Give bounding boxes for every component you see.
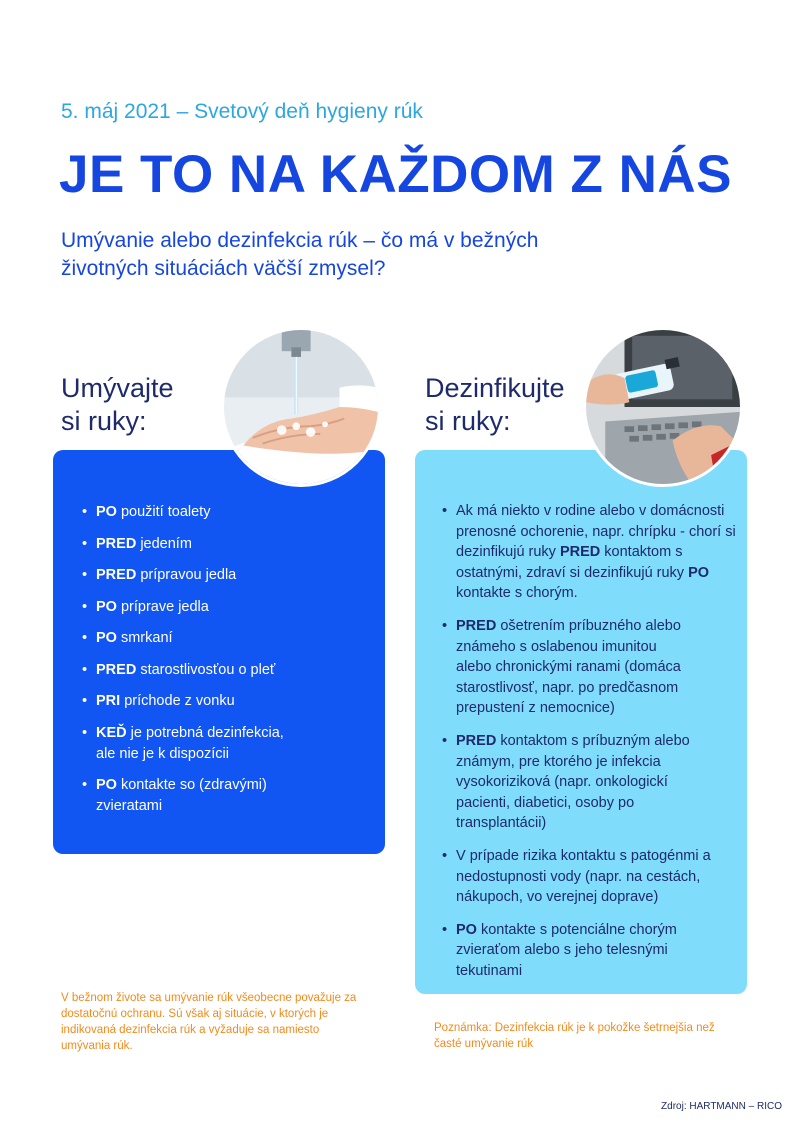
washing-heading: [61, 372, 174, 438]
list-item-text: kontaktom s ostatnými, zdraví si dezinfikujú ruky: [456, 544, 689, 581]
disinfection-heading: [425, 372, 565, 438]
list-item-text: použití toalety: [116, 504, 211, 520]
list-item: [82, 597, 372, 618]
list-item: [82, 628, 372, 649]
list-item-text: Ak má niekto v rodine alebo v domácnosti prenosné ochorenie, napr. chrípku - chorí si dezinfikujú ruky: [456, 503, 736, 561]
disinfection-heading-line1: Dezinfikujte: [425, 373, 565, 403]
list-item-keyword: PRED: [456, 617, 497, 634]
washing-note: V bežnom živote sa umývanie rúk všeobecne považuje za dostatočnú ochranu. Sú však aj situácie, v ktorých je indikovaná dezinfekcia rúk a vyžaduje sa namiesto umývania rúk.: [61, 992, 357, 1052]
list-item-text: jedením: [136, 535, 192, 552]
list-item-keyword: PO: [96, 630, 117, 646]
list-item-keyword: PO: [96, 777, 117, 793]
hand-disinfection-photo: [583, 327, 743, 487]
hand-washing-photo: [221, 327, 381, 487]
disinfection-list: [442, 501, 742, 993]
list-item-text: V prípade rizika kontaktu s patogénmi a nedostupnosti vody (napr. na cestách, nákupoch, vo verejnej doprave): [456, 847, 711, 906]
list-item-text: smrkaní: [116, 630, 173, 646]
list-item-text: prípravou jedla: [136, 567, 237, 583]
list-item: [442, 731, 706, 834]
page-subtitle: Umývanie alebo dezinfekcia rúk – čo má v bežných životných situáciách väčší zmysel?: [61, 229, 539, 280]
list-item-keyword: KEĎ: [96, 724, 127, 741]
list-item-text: kontakte s potenciálne chorým zvieraťom alebo s jeho telesnými tekutinami: [456, 921, 677, 979]
list-item: [82, 775, 296, 817]
list-item-keyword: PO: [456, 921, 477, 938]
disinfection-note: Poznámka: Dezinfekcia rúk je k pokožke šetrnejšia než časté umývanie rúk: [434, 1022, 715, 1050]
list-item-text: kontakte so (zdravými) zvieratami: [96, 777, 267, 814]
list-item-keyword: PO: [688, 564, 710, 581]
list-item: [442, 846, 726, 908]
washing-list: [82, 502, 372, 828]
list-item: [82, 502, 372, 523]
list-item-text: kontaktom s príbuzným alebo známym, pre ktorého je infekcia vysokoriziková (napr. onkologickí pacienti, diabetici, osoby po transplantácii): [456, 732, 690, 832]
page-title: JE TO NA KAŽDOM Z NÁS: [59, 145, 733, 204]
event-date: 5. máj 2021 – Svetový deň hygieny rúk: [61, 100, 423, 123]
list-item-text: kontakte s chorým.: [456, 585, 578, 602]
list-item-keyword: PRED: [456, 732, 497, 749]
list-item-keyword: PRED: [96, 567, 137, 583]
list-item: [82, 660, 372, 681]
list-item-text: príchode z vonku: [120, 693, 235, 709]
list-item-text: ošetrením príbuzného alebo známeho s oslabenou imunitou alebo chronickými ranami (domáca starostlivosť, napr. po predčasnom prepustení z nemocnice): [456, 617, 681, 717]
list-item-keyword: PRED: [96, 661, 137, 678]
list-item: [82, 534, 372, 555]
list-item: [442, 920, 696, 982]
source-credit: Zdroj: HARTMANN – RICO: [661, 1101, 782, 1112]
list-item-keyword: PO: [96, 504, 117, 520]
list-item-keyword: PO: [96, 598, 117, 615]
hand-washing-illustration: [224, 330, 378, 484]
list-item-text: je potrebná dezinfekcia, ale nie je k dispozícii: [96, 724, 284, 762]
list-item-keyword: PRED: [559, 544, 601, 561]
list-item-text: príprave jedla: [116, 598, 209, 615]
list-item-keyword: PRI: [96, 693, 121, 709]
disinfection-heading-line2: si ruky:: [425, 406, 511, 436]
list-item: [82, 565, 372, 586]
list-item: [442, 616, 696, 719]
list-item: [82, 691, 372, 712]
hand-disinfection-illustration: [586, 330, 740, 484]
washing-heading-line1: Umývajte: [61, 373, 174, 403]
list-item-keyword: PRED: [96, 535, 137, 552]
list-item: [442, 501, 742, 604]
list-item-text: starostlivosťou o pleť: [136, 661, 276, 678]
list-item: [82, 723, 296, 765]
washing-heading-line2: si ruky:: [61, 406, 147, 436]
